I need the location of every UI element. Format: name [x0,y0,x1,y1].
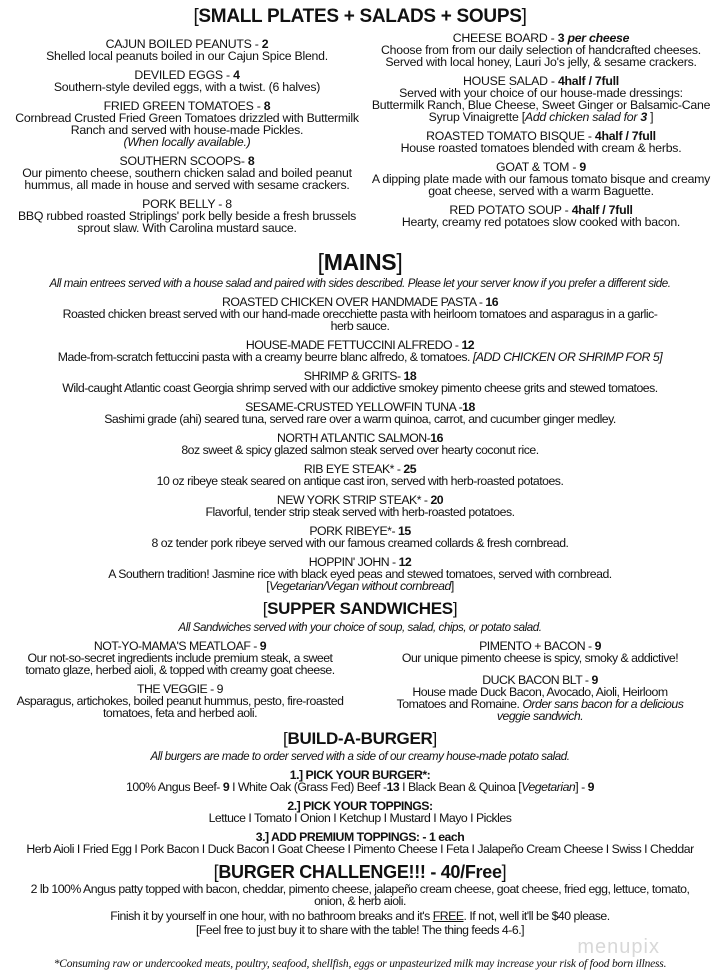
watermark-logo: menupix [577,936,660,959]
section-subtitle: All Sandwiches served with your choice of soup, salad, chips, or potato salad. [178,620,542,634]
menu-item: SESAME-CRUSTED YELLOWFIN TUNA -18 Sashimi grade (ahi) seared tuna, served rare over a warm quinoa, carrot, and cucumber ginger medley. [104,400,616,427]
menu-item: PORK BELLY - 8 BBQ rubbed roasted Striplings' pork belly beside a fresh brussels sprout slaw. With Carolina mustard sauce. [17,196,357,235]
menu-item: SOUTHERN SCOOPS- 8 Our pimento cheese, southern chicken salad and boiled peanut hummus, all made in house and served with sesame crackers. [22,153,352,192]
menu-item: NORTH ATLANTIC SALMON-16 8oz sweet & spicy glazed salmon steak served over hearty coconut rice. [181,431,539,458]
menu-item: NOT-YO-MAMA'S MEATLOAF - 9 Our not-so-secret ingredients include premium steak, a sweet tomato glaze, herbed aioli, & topped with creamy goat cheese. [25,638,335,677]
challenge-share-note: [Feel free to just buy it to share with the table! The thing feeds 4-6.] [195,923,525,938]
menu-item: HOUSE SALAD - 4half / 7full Served with your choice of our house-made dressings: Buttermilk Ranch, Blue Cheese, Sweet Ginger or Balsamic-Cane Syrup Vinaigrette [Add chicken salad for 3 ] [371,73,711,124]
section-title-small-plates: [SMALL PLATES + SALADS + SOUPS] [193,6,527,27]
sandwich-columns [0,640,720,729]
menu-item: SHRIMP & GRITS- 18 Wild-caught Atlantic coast Georgia shrimp served with our addictive smokey pimento cheese grits and stewed tomatoes. [62,369,658,396]
section-title-sandwiches: [SUPPER SANDWICHES] [262,599,458,619]
burger-step-2: 2.] PICK YOUR TOPPINGS: Lettuce I Tomato I Onion I Ketchup I Mustard I Mayo I Pickles [208,799,512,826]
mains-list [0,296,720,592]
menu-item: HOUSE-MADE FETTUCCINI ALFREDO - 12 Made-from-scratch fettuccini pasta with a creamy beurre blanc alfredo, & tomatoes. [ADD CHICKEN OR SHRIMP FOR 5] [57,338,663,365]
menu-item: GOAT & TOM - 9 A dipping plate made with our famous tomato bisque and creamy goat cheese, served with a warm Baguette. [371,159,711,198]
menu-item: RED POTATO SOUP - 4half / 7full Hearty, creamy red potatoes slow cooked with bacon. [401,202,681,229]
menu-item: DUCK BACON BLT - 9 House made Duck Bacon, Avocado, Aioli, Heirloom Tomatoes and Romaine. Order sans bacon for a delicious veggie sandwich. [396,672,684,723]
section-title-burger: [BUILD-A-BURGER] [283,728,437,748]
menu-item: THE VEGGIE - 9 Asparagus, artichokes, boiled peanut hummus, pesto, fire-roasted tomatoes, feta and herbed aoli. [16,681,344,720]
menu-item: CAJUN BOILED PEANUTS - 2 Shelled local peanuts boiled in our Cajun Spice Blend. [46,36,328,63]
section-subtitle: All burgers are made to order served with a side of our creamy house-made potato salad. [150,750,570,764]
section-subtitle: All main entrees served with a house salad and paired with sides described. Please let your server know if you prefer a different side. [49,277,671,291]
sandwiches-left-column [0,640,360,729]
menu-item: ROASTED CHICKEN OVER HANDMADE PASTA - 16 Roasted chicken breast served with our hand-made orecchiette pasta with heirloom tomatoes and asparagus in a garlic- herb sauce. [62,295,658,334]
section-title-mains: [MAINS] [317,248,403,275]
menu-item: ROASTED TOMATO BISQUE - 4half / 7full House roasted tomatoes blended with cream & herbs. [400,128,682,155]
menu-item: FRIED GREEN TOMATOES - 8 Cornbread Crusted Fried Green Tomatoes drizzled with Buttermilk Ranch and served with house-made Pickles. (When locally available.) [15,98,359,149]
small-plates-left-column [12,32,362,241]
small-plates-right-column [362,32,720,241]
footer-disclaimer: *Consuming raw or undercooked meats, poultry, seafood, shellfish, eggs or unpasteurized milk may increase your risk of food born illness. [53,958,667,971]
menu-item: CHEESE BOARD - 3 per cheese Choose from from our daily selection of handcrafted cheeses. Served with local honey, Lauri Jo's jelly, & sesame crackers. [381,30,701,69]
challenge-rules: Finish it by yourself in one hour, with no bathroom breaks and it's FREE. If not, well it'll be $40 please. [110,909,610,924]
sandwiches-right-column [360,640,720,729]
menu-item: PIMENTO + BACON - 9 Our unique pimento cheese is spicy, smoky & addictive! [401,638,679,665]
menu-item: RIB EYE STEAK* - 25 10 oz ribeye steak seared on antique cast iron, served with herb-roasted potatoes. [156,462,564,489]
menu-item: HOPPIN' JOHN - 12 A Southern tradition! Jasmine rice with black eyed peas and stewed tomatoes, served with cornbread. [Vegetarian/Vegan without cornbread] [108,555,612,594]
menu-item: DEVILED EGGS - 4 Southern-style deviled eggs, with a twist. (6 halves) [53,67,321,94]
burger-step-1: 1.] PICK YOUR BURGER*: 100% Angus Beef- 9 I White Oak (Grass Fed) Beef -13 I Black Bean & Quinoa [Vegetarian] - 9 [126,768,594,795]
burger-step-3: 3.] ADD PREMIUM TOPPINGS: - 1 each Herb Aioli I Fried Egg I Pork Bacon I Duck Bacon I Goat Cheese I Pimento Cheese I Feta I Jalapeño Cream Cheese I Swiss I Cheddar [26,830,694,857]
section-title-challenge: [BURGER CHALLENGE!!! - 40/Free] [213,862,507,883]
menu-item: PORK RIBEYE*- 15 8 oz tender pork ribeye served with our famous creamed collards & fresh cornbread. [151,524,569,551]
challenge-description: 2 lb 100% Angus patty topped with bacon, cheddar, pimento cheese, jalapeño cream cheese, goat cheese, fried egg, lettuce, tomato, onion, & herb aioli. [30,882,690,909]
small-plates-columns [0,32,720,241]
menu-item: NEW YORK STRIP STEAK* - 20 Flavorful, tender strip steak served with herb-roasted potatoes. [205,493,515,520]
watermark-row [0,936,720,958]
